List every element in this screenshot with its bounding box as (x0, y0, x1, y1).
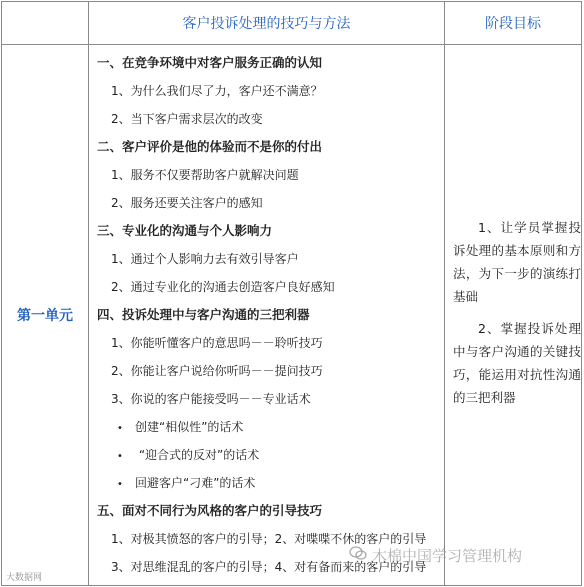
bullet-dot-icon: • (117, 423, 123, 434)
bullet-text: 回避客户“刁难”的话术 (135, 476, 256, 490)
section-heading: 二、客户评价是他的体验而不是你的付出 (97, 139, 323, 154)
goal-paragraph-2: 2、掌握投诉处理中与客户沟通的关键技巧，能运用对抗性沟通的三把利器 (453, 321, 581, 405)
header-techniques: 客户投诉处理的技巧与方法 (182, 16, 351, 32)
list-item: 1、你能听懂客户的意思吗－－聆听技巧 (111, 336, 323, 350)
section-heading: 四、投诉处理中与客户沟通的三把利器 (97, 307, 310, 322)
list-item: 1、对极其愤怒的客户的引导；2、对喋喋不休的客户的引导 (111, 532, 427, 546)
list-item: 2、通过专业化的沟通去创造客户良好感知 (111, 280, 335, 294)
section-heading: 五、面对不同行为风格的客户的引导技巧 (97, 503, 323, 518)
list-item: 1、服务不仅要帮助客户就解决问题 (111, 168, 299, 182)
wechat-icon (349, 546, 367, 560)
bullet-item (117, 413, 444, 441)
list-item: 1、通过个人影响力去有效引导客户 (111, 252, 299, 266)
section-heading: 一、在竞争环境中对客户服务正确的认知 (97, 55, 323, 70)
watermark-org: 木棉中国学习管理机构 (372, 547, 523, 565)
list-item: 2、当下客户需求层次的改变 (111, 112, 263, 126)
bullet-item (117, 469, 444, 497)
list-item: 2、你能让客户说给你听吗－－提问技巧 (111, 364, 323, 378)
list-item: 1、为什么我们尽了力，客户还不满意？ (111, 84, 323, 98)
stage-goal-cell (445, 45, 581, 585)
bullet-item (117, 441, 444, 469)
watermark-site: 大数据网 (6, 573, 43, 583)
course-table (1, 1, 582, 586)
list-item: 3、对思维混乱的客户的引导；4、对有备而来的客户的引导 (111, 560, 427, 574)
unit-label: 第一单元 (17, 308, 73, 324)
section-heading: 三、专业化的沟通与个人影响力 (97, 223, 273, 238)
list-item: 2、服务还要关注客户的感知 (111, 196, 263, 210)
bullet-text: “迎合式的反对”的话术 (135, 448, 260, 462)
bullet-dot-icon: • (117, 479, 123, 490)
list-item: 3、你说的客户能接受吗－－专业话术 (111, 392, 311, 406)
header-stage-goal: 阶段目标 (485, 16, 541, 32)
bullet-text: 创建“相似性”的话术 (135, 420, 244, 434)
goal-paragraph-1: 1、让学员掌握投诉处理的基本原则和方法，为下一步的演练打基础 (453, 220, 581, 304)
bullet-dot-icon: • (117, 451, 123, 462)
course-content (89, 45, 444, 585)
